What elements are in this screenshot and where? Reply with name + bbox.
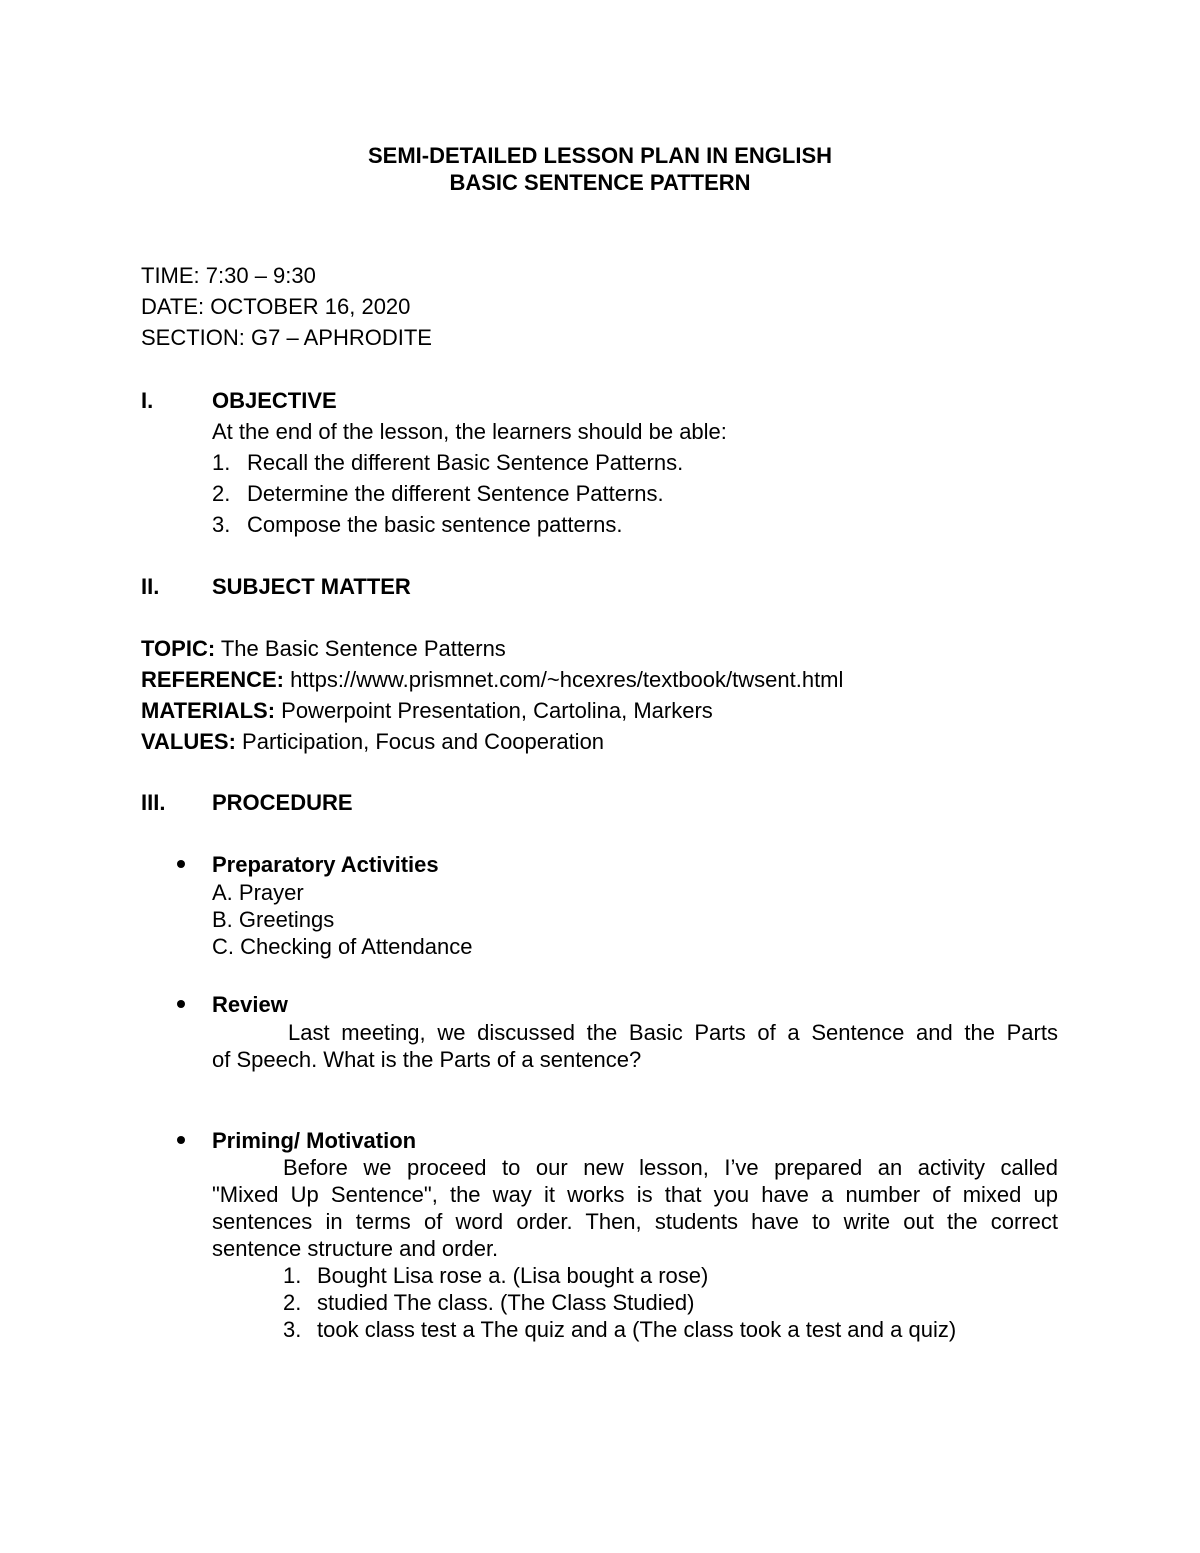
- objective-item: Determine the different Sentence Patterns.: [247, 481, 664, 506]
- priming-line: sentences in terms of word order. Then, students have to write out the correct: [212, 1209, 1058, 1234]
- materials-line: [141, 698, 713, 724]
- subject-matter-heading: SUBJECT MATTER: [212, 574, 411, 599]
- priming-item-number: 2.: [283, 1290, 302, 1315]
- priming-line: sentence structure and order.: [212, 1236, 499, 1261]
- priming-item: studied The class. (The Class Studied): [317, 1290, 695, 1315]
- objective-heading: OBJECTIVE: [212, 388, 337, 413]
- materials-value: Powerpoint Presentation, Cartolina, Markers: [275, 698, 713, 723]
- objective-item-number: 3.: [212, 512, 231, 537]
- preparatory-heading: Preparatory Activities: [212, 852, 439, 877]
- review-heading: Review: [212, 992, 288, 1017]
- topic-value: The Basic Sentence Patterns: [215, 636, 506, 661]
- objective-item-number: 2.: [212, 481, 231, 506]
- bullet-icon: [177, 860, 185, 868]
- topic-label: TOPIC:: [141, 636, 216, 661]
- page-title: SEMI-DETAILED LESSON PLAN IN ENGLISH: [367, 143, 833, 168]
- values-value: Participation, Focus and Cooperation: [235, 729, 605, 754]
- procedure-numeral: III.: [141, 790, 166, 815]
- priming-item: took class test a The quiz and a (The class took a test and a quiz): [317, 1317, 957, 1342]
- objective-item-number: 1.: [212, 450, 231, 475]
- priming-paragraph: [212, 1155, 1058, 1263]
- review-line: of Speech. What is the Parts of a sentence?: [212, 1047, 642, 1072]
- bullet-icon: [177, 1000, 185, 1008]
- reference-label: REFERENCE:: [141, 667, 285, 692]
- bullet-icon: [177, 1136, 185, 1144]
- preparatory-item: B. Greetings: [212, 907, 335, 932]
- reference-line: [141, 667, 843, 693]
- objective-item: Compose the basic sentence patterns.: [247, 512, 623, 537]
- time-line: TIME: 7:30 – 9:30: [141, 263, 316, 288]
- values-label: VALUES:: [141, 729, 236, 754]
- preparatory-item: C. Checking of Attendance: [212, 934, 473, 959]
- section-line: SECTION: G7 – APHRODITE: [141, 325, 432, 350]
- preparatory-item: A. Prayer: [212, 880, 304, 905]
- reference-value: https://www.prismnet.com/~hcexres/textbook/twsent.html: [284, 667, 844, 692]
- page-subtitle: BASIC SENTENCE PATTERN: [449, 170, 751, 195]
- topic-line: [141, 636, 506, 662]
- procedure-heading: PROCEDURE: [212, 790, 353, 815]
- objective-intro: At the end of the lesson, the learners should be able:: [212, 419, 727, 444]
- priming-line: Before we proceed to our new lesson, I’ve prepared an activity called: [283, 1155, 1058, 1180]
- priming-item-number: 1.: [283, 1263, 302, 1288]
- review-line: Last meeting, we discussed the Basic Parts of a Sentence and the Parts: [288, 1020, 1058, 1045]
- objective-item: Recall the different Basic Sentence Patterns.: [247, 450, 684, 475]
- materials-label: MATERIALS:: [141, 698, 276, 723]
- priming-item-number: 3.: [283, 1317, 302, 1342]
- review-paragraph: [212, 1020, 1058, 1074]
- date-line: DATE: OCTOBER 16, 2020: [141, 294, 411, 319]
- objective-numeral: I.: [141, 388, 154, 413]
- priming-heading: Priming/ Motivation: [212, 1128, 417, 1153]
- priming-item: Bought Lisa rose a. (Lisa bought a rose): [317, 1263, 709, 1288]
- subject-matter-numeral: II.: [141, 574, 160, 599]
- values-line: [141, 729, 604, 755]
- priming-line: "Mixed Up Sentence", the way it works is that you have a number of mixed up: [212, 1182, 1058, 1207]
